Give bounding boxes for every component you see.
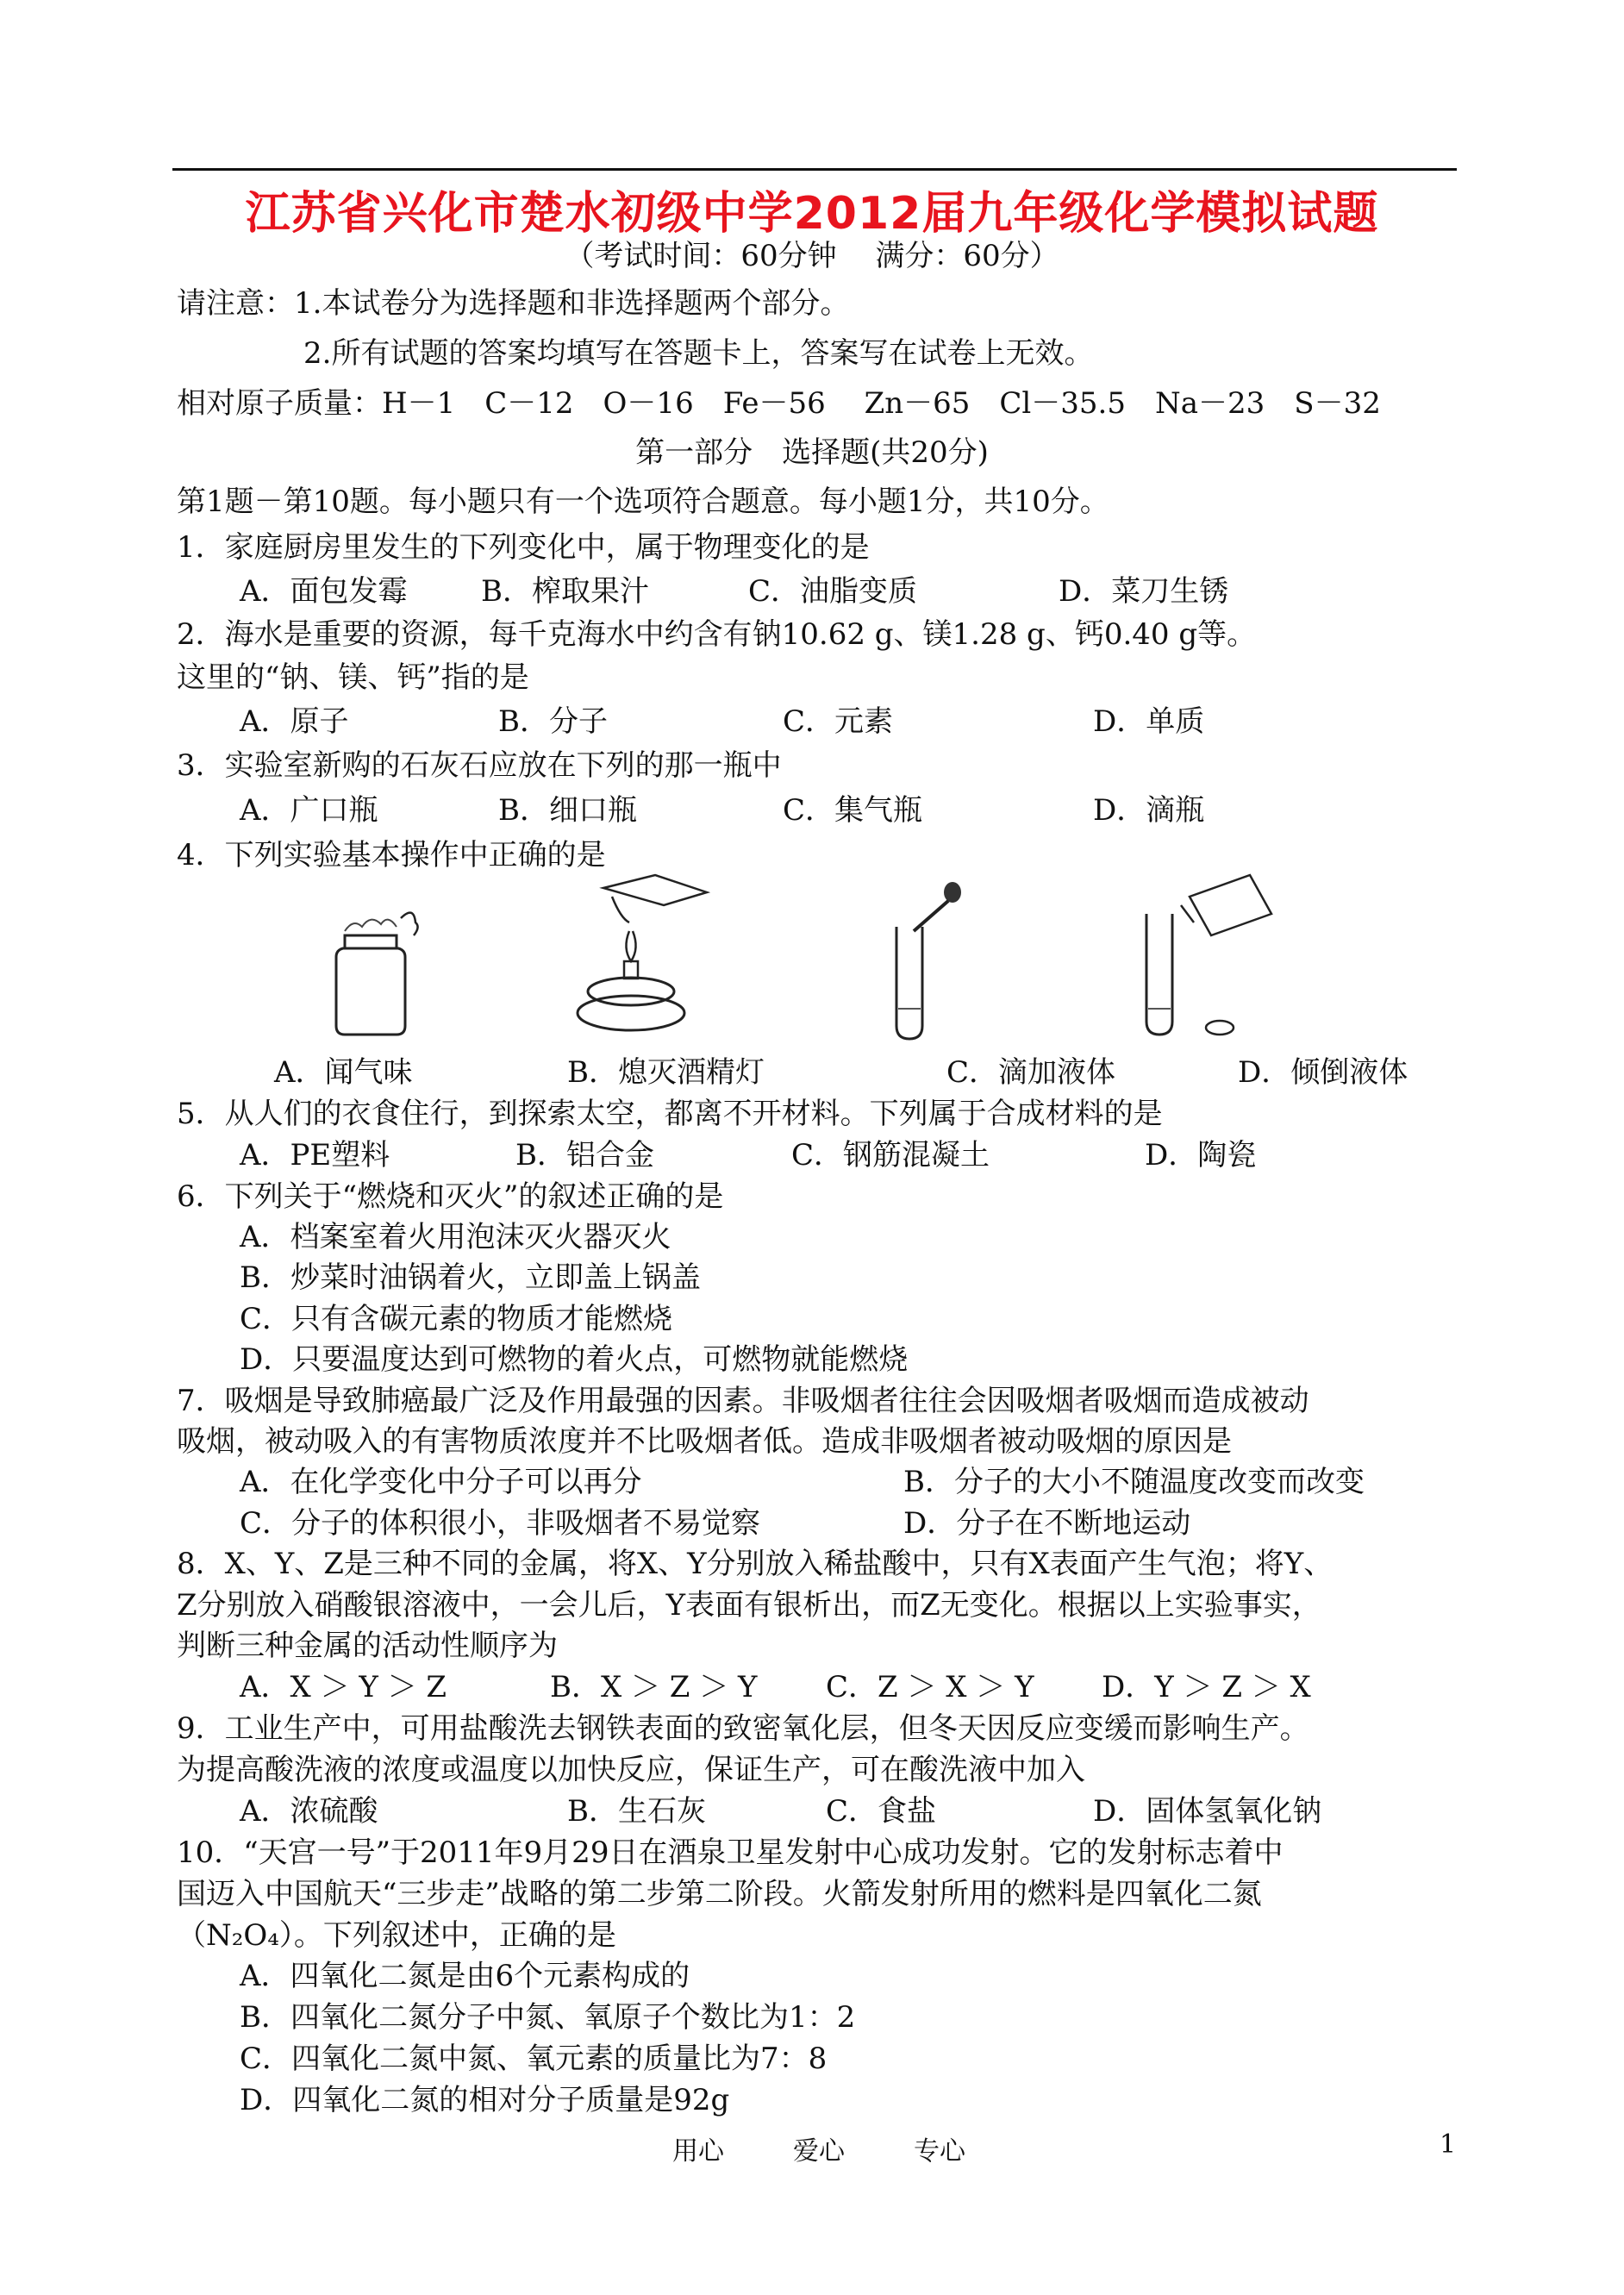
option-a: A．浓硫酸 (240, 1794, 378, 1829)
option-b: B．分子 (498, 704, 608, 739)
lab-operation-figures (0, 871, 1624, 1043)
option-b: B．四氧化二氮分子中氮、氧原子个数比为1：2 (240, 2000, 856, 2035)
question-4-stem: 4．下列实验基本操作中正确的是 (177, 838, 606, 872)
question-2-stem-line-2: 这里的“钠、镁、钙”指的是 (177, 660, 529, 695)
question-10-stem-line-3: （N₂O₄）。下列叙述中，正确的是 (177, 1918, 616, 1953)
option-a: A．在化学变化中分子可以再分 (240, 1465, 642, 1499)
option-a: A．面包发霉 (240, 574, 408, 609)
option-a: A．广口瓶 (240, 793, 378, 828)
option-a: A．X ＞ Y ＞ Z (240, 1670, 447, 1704)
option-c: C．元素 (783, 704, 894, 739)
option-d: D．菜刀生锈 (1059, 574, 1229, 609)
question-7-stem-line-1: 7．吸烟是导致肺癌最广泛及作用最强的因素。非吸烟者往往会因吸烟者吸烟而造成被动 (177, 1384, 1309, 1418)
header-rule (172, 168, 1457, 171)
question-8-stem-line-1: 8．X、Y、Z是三种不同的金属，将X、Y分别放入稀盐酸中，只有X表面产生气泡；将Y、 (177, 1547, 1334, 1581)
option-c: C．集气瓶 (783, 793, 923, 828)
footer-slogan-1: 用心 (672, 2136, 724, 2167)
option-c: C．只有含碳元素的物质才能燃烧 (240, 1302, 673, 1336)
option-d: D．分子在不断地运动 (903, 1506, 1191, 1541)
notice-2: 2.所有试题的答案均填写在答题卡上，答案写在试卷上无效。 (303, 336, 1094, 371)
question-3-stem: 3．实验室新购的石灰石应放在下列的那一瓶中 (177, 748, 782, 783)
footer-slogan-3: 专心 (914, 2136, 965, 2167)
option-c: C．食盐 (826, 1794, 937, 1829)
option-c: C．Z ＞ X ＞ Y (826, 1670, 1034, 1704)
option-c: C．分子的体积很小，非吸烟者不易觉察 (240, 1506, 761, 1541)
footer-slogan-2: 爱心 (793, 2136, 845, 2167)
option-c: C．滴加液体 (946, 1055, 1116, 1090)
notice-1: 请注意：1.本试卷分为选择题和非选择题两个部分。 (177, 286, 850, 321)
question-7-stem-line-2: 吸烟，被动吸入的有害物质浓度并不比吸烟者低。造成非吸烟者被动吸烟的原因是 (177, 1424, 1232, 1459)
option-d: D．陶瓷 (1145, 1138, 1257, 1173)
option-b: B．炒菜时油锅着火，立即盖上锅盖 (240, 1260, 701, 1295)
option-d: D．固体氢氧化钠 (1093, 1794, 1322, 1829)
exam-info: （考试时间：60分钟 满分：60分） (565, 239, 1059, 273)
option-b: B．生石灰 (567, 1794, 706, 1829)
option-d: D．只要温度达到可燃物的着火点，可燃物就能燃烧 (240, 1342, 909, 1377)
question-6-stem: 6．下列关于“燃烧和灭火”的叙述正确的是 (177, 1179, 724, 1214)
add-liquid-figure (879, 879, 983, 1043)
question-10-stem-line-2: 国迈入中国航天“三步走”战略的第二步第二阶段。火箭发射所用的燃料是四氧化二氮 (177, 1877, 1262, 1911)
option-b: B．分子的大小不随温度改变而改变 (903, 1465, 1365, 1499)
option-a: A．档案室着火用泡沫灭火器灭火 (240, 1220, 671, 1254)
option-a: A．原子 (240, 704, 349, 739)
extinguish-lamp-figure (560, 871, 715, 1043)
question-5-stem: 5．从人们的衣食住行，到探索太空，都离不开材料。下列属于合成材料的是 (177, 1097, 1163, 1131)
option-d: D．倾倒液体 (1238, 1055, 1409, 1090)
question-8-stem-line-3: 判断三种金属的活动性顺序为 (177, 1629, 558, 1663)
option-d: D．单质 (1093, 704, 1205, 739)
option-d: D．滴瓶 (1093, 793, 1205, 828)
option-d: D．Y ＞ Z ＞ X (1102, 1670, 1311, 1704)
option-d: D．四氧化二氮的相对分子质量是92g (240, 2083, 730, 2117)
question-9-stem-line-2: 为提高酸洗液的浓度或温度以加快反应，保证生产，可在酸洗液中加入 (177, 1753, 1085, 1787)
option-a: A．闻气味 (274, 1055, 413, 1090)
option-b: B．细口瓶 (498, 793, 637, 828)
atomic-mass: 相对原子质量：H－1 C－12 O－16 Fe－56 Zn－65 Cl－35.5 Na－23 S－32 (177, 386, 1381, 421)
option-b: B．X ＞ Z ＞ Y (550, 1670, 758, 1704)
option-b: B．熄灭酒精灯 (567, 1055, 765, 1090)
question-2-stem-line-1: 2．海水是重要的资源，每千克海水中约含有钠10.62 g、镁1.28 g、钙0.40 g等。 (177, 617, 1257, 652)
option-a: A．四氧化二氮是由6个元素构成的 (240, 1959, 690, 1993)
section-instruction: 第1题－第10题。每小题只有一个选项符合题意。每小题1分，共10分。 (177, 485, 1109, 519)
option-b: B．榨取果汁 (481, 574, 649, 609)
option-b: B．铝合金 (515, 1138, 654, 1173)
question-9-stem-line-1: 9．工业生产中，可用盐酸洗去钢铁表面的致密氧化层，但冬天因反应变缓而影响生产。 (177, 1711, 1309, 1746)
option-c: C．四氧化二氮中氮、氧元素的质量比为7：8 (240, 2042, 828, 2076)
option-a: A．PE塑料 (240, 1138, 390, 1173)
option-c: C．油脂变质 (748, 574, 918, 609)
question-10-stem-line-1: 10．“天宫一号”于2011年9月29日在酒泉卫星发射中心成功发射。它的发射标志着中 (177, 1835, 1284, 1870)
question-1-stem: 1．家庭厨房里发生的下列变化中，属于物理变化的是 (177, 530, 870, 565)
pour-liquid-figure (1129, 871, 1276, 1043)
question-8-stem-line-2: Z分别放入硝酸银溶液中，一会儿后，Y表面有银析出，而Z无变化。根据以上实验事实， (177, 1588, 1321, 1623)
smell-gas-figure (319, 888, 431, 1039)
section-title: 第一部分 选择题(共20分) (635, 435, 989, 470)
exam-title: 江苏省兴化市楚水初级中学2012届九年级化学模拟试题 (245, 188, 1379, 240)
page-number: 1 (1440, 2129, 1457, 2160)
option-c: C．钢筋混凝土 (791, 1138, 990, 1173)
